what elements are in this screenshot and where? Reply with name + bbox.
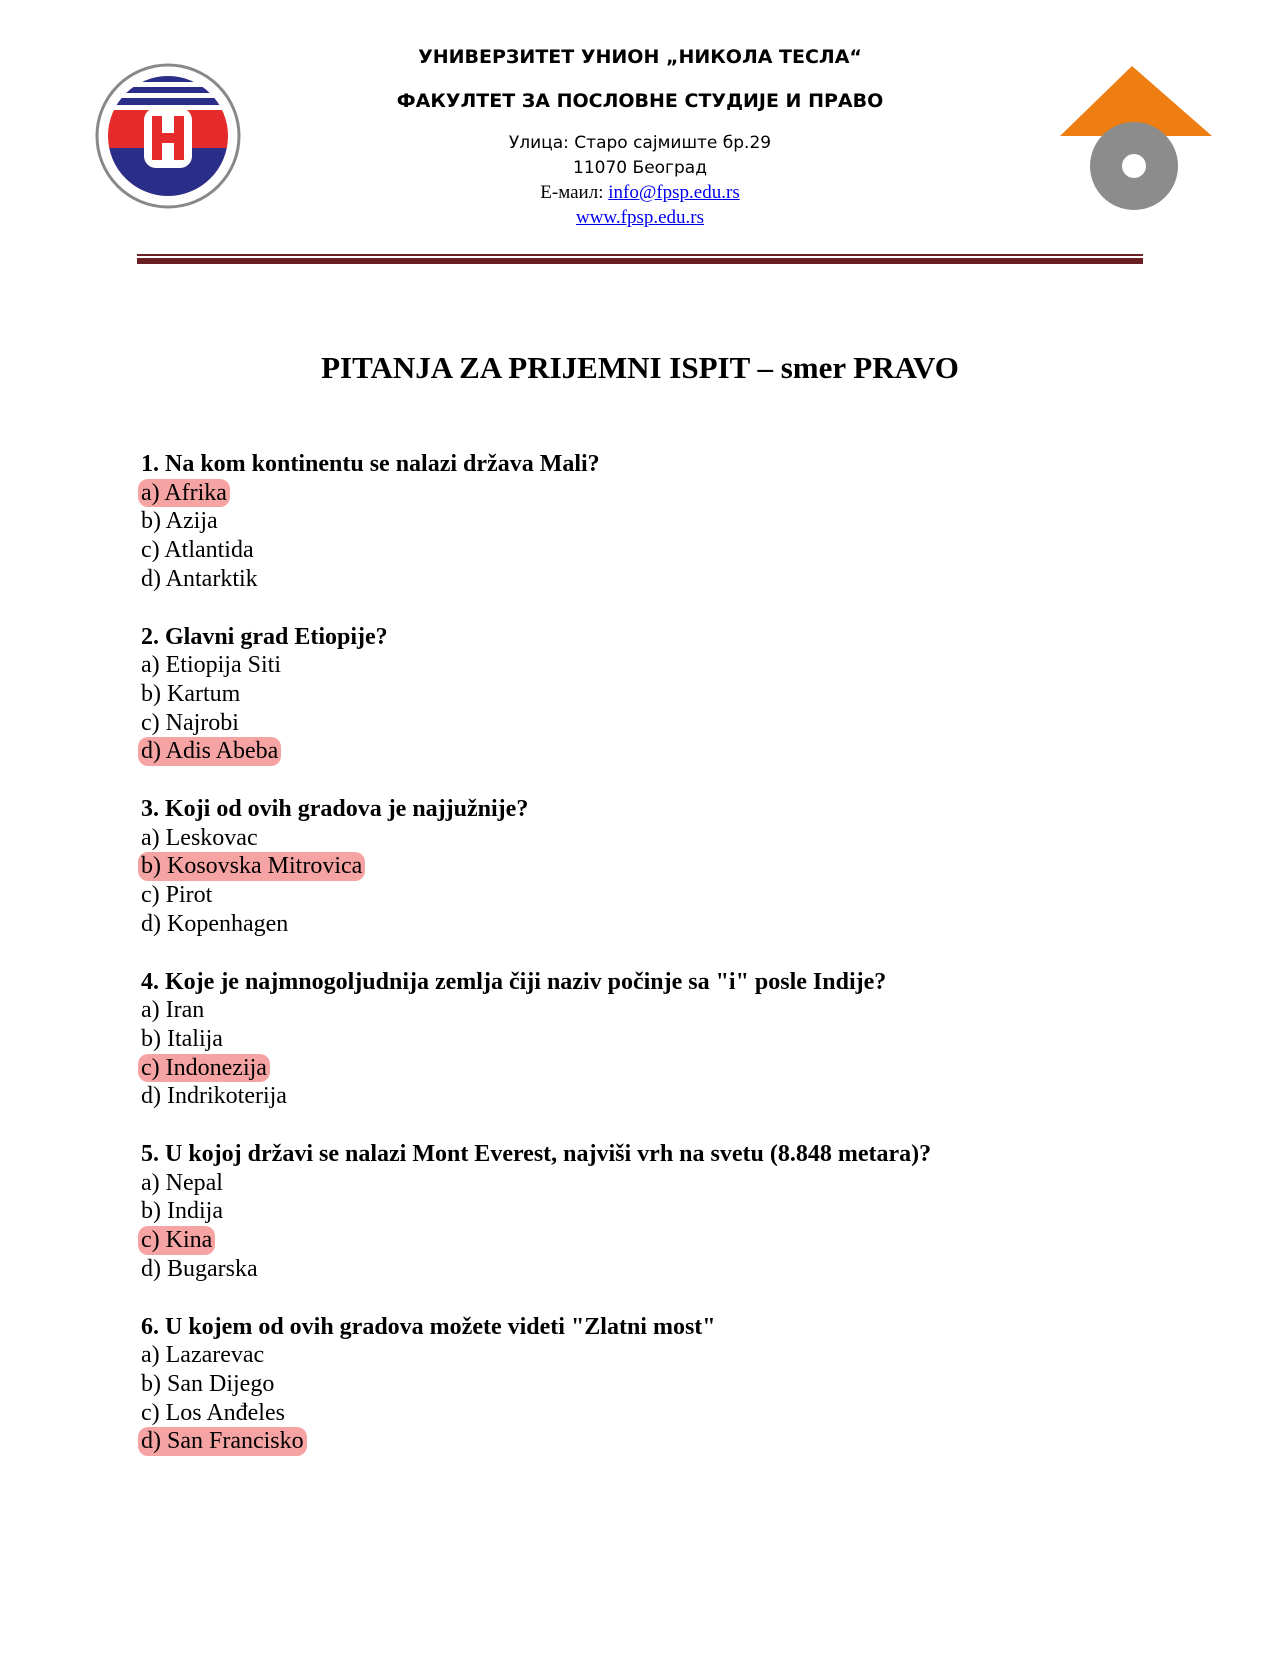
question-list (141, 450, 1191, 1485)
answer-option-correct (141, 737, 1191, 766)
answer-option (141, 1370, 1191, 1399)
question-text: 4. Koje je najmnogoljudnija zemlja čiji naziv počinje sa "i" posle Indije? (141, 968, 887, 995)
website-link[interactable]: www.fpsp.edu.rs (575, 207, 705, 228)
answer-option (141, 881, 1191, 910)
answer-option-correct (141, 1427, 1191, 1456)
address-street: Улица: Старо сајмиште бр.29 (508, 133, 772, 153)
question-block (141, 795, 1191, 939)
header-divider (137, 258, 1143, 264)
answer-label: d) Bugarska (141, 1255, 258, 1282)
answer-label: a) Iran (141, 997, 205, 1024)
answer-label: b) Kartum (141, 680, 241, 707)
question-text: 3. Koji od ovih gradova je najjužnije? (141, 796, 529, 823)
email-link[interactable]: info@fpsp.edu.rs (608, 182, 740, 203)
answer-label: c) Atlantida (141, 537, 254, 564)
answer-option (141, 1169, 1191, 1198)
question-text: 5. U kojoj državi se nalazi Mont Everest, najviši vrh na svetu (8.848 metara)? (141, 1141, 932, 1168)
question-block (141, 623, 1191, 767)
answer-option (141, 651, 1191, 680)
answer-label: a) Etiopija Siti (141, 652, 281, 679)
answer-label: c) Los Anđeles (141, 1399, 285, 1426)
question-text: 2. Glavni grad Etiopije? (141, 623, 388, 650)
faculty-logo-icon (1060, 66, 1212, 212)
answer-label: d) Antarktik (141, 565, 258, 592)
website-line (340, 207, 940, 229)
answer-label: b) Italija (141, 1025, 223, 1052)
university-name: УНИВЕРЗИТЕТ УНИОН „НИКОЛА ТЕСЛА“ (418, 46, 862, 68)
header-divider-thin (137, 254, 1143, 256)
answer-label: c) Kina (138, 1226, 215, 1255)
answer-option (141, 680, 1191, 709)
answer-option (141, 1255, 1191, 1284)
answer-label: d) Adis Abeba (138, 737, 281, 766)
question-text: 1. Na kom kontinentu se nalazi država Mali? (141, 451, 600, 477)
answer-option (141, 507, 1191, 536)
answer-option (141, 709, 1191, 738)
answer-option-correct (141, 479, 1191, 508)
answer-label: c) Najrobi (141, 709, 239, 736)
answer-option-correct (141, 1054, 1191, 1083)
address-city: 11070 Београд (573, 158, 707, 178)
answer-label: b) Indija (141, 1198, 223, 1225)
answer-option (141, 1341, 1191, 1370)
answer-label: a) Nepal (141, 1169, 223, 1196)
answer-option (141, 1082, 1191, 1111)
email-label: Е-маил: (540, 182, 609, 203)
answer-option (141, 910, 1191, 939)
answer-label: a) Leskovac (141, 824, 258, 851)
answer-label: d) San Francisko (138, 1427, 307, 1456)
answer-option-correct (141, 1226, 1191, 1255)
answer-label: d) Indrikoterija (141, 1083, 287, 1110)
email-line (340, 182, 940, 204)
answer-option (141, 1399, 1191, 1428)
question-block (141, 968, 1191, 1112)
answer-option (141, 536, 1191, 565)
answer-option (141, 824, 1191, 853)
answer-label: b) Kosovska Mitrovica (138, 852, 365, 881)
answer-label: a) Lazarevac (141, 1342, 265, 1369)
question-block (141, 1140, 1191, 1284)
answer-option (141, 1197, 1191, 1226)
answer-label: c) Indonezija (138, 1054, 270, 1083)
answer-label: b) San Dijego (141, 1370, 275, 1397)
answer-option (141, 565, 1191, 594)
question-text: 6. U kojem od ovih gradova možete videti "Zlatni most" (141, 1313, 716, 1340)
document-title: PITANJA ZA PRIJEMNI ISPIT – smer PRAVO (321, 350, 959, 385)
university-logo-icon (94, 62, 242, 210)
answer-option (141, 996, 1191, 1025)
answer-label: b) Azija (141, 508, 218, 535)
answer-option (141, 1025, 1191, 1054)
question-block (141, 450, 1191, 594)
answer-option-correct (141, 852, 1191, 881)
answer-label: d) Kopenhagen (141, 910, 289, 937)
faculty-name: ФАКУЛТЕТ ЗА ПОСЛОВНЕ СТУДИЈЕ И ПРАВО (396, 90, 884, 112)
question-block (141, 1313, 1191, 1457)
answer-label: a) Afrika (138, 479, 230, 508)
answer-label: c) Pirot (141, 882, 213, 909)
